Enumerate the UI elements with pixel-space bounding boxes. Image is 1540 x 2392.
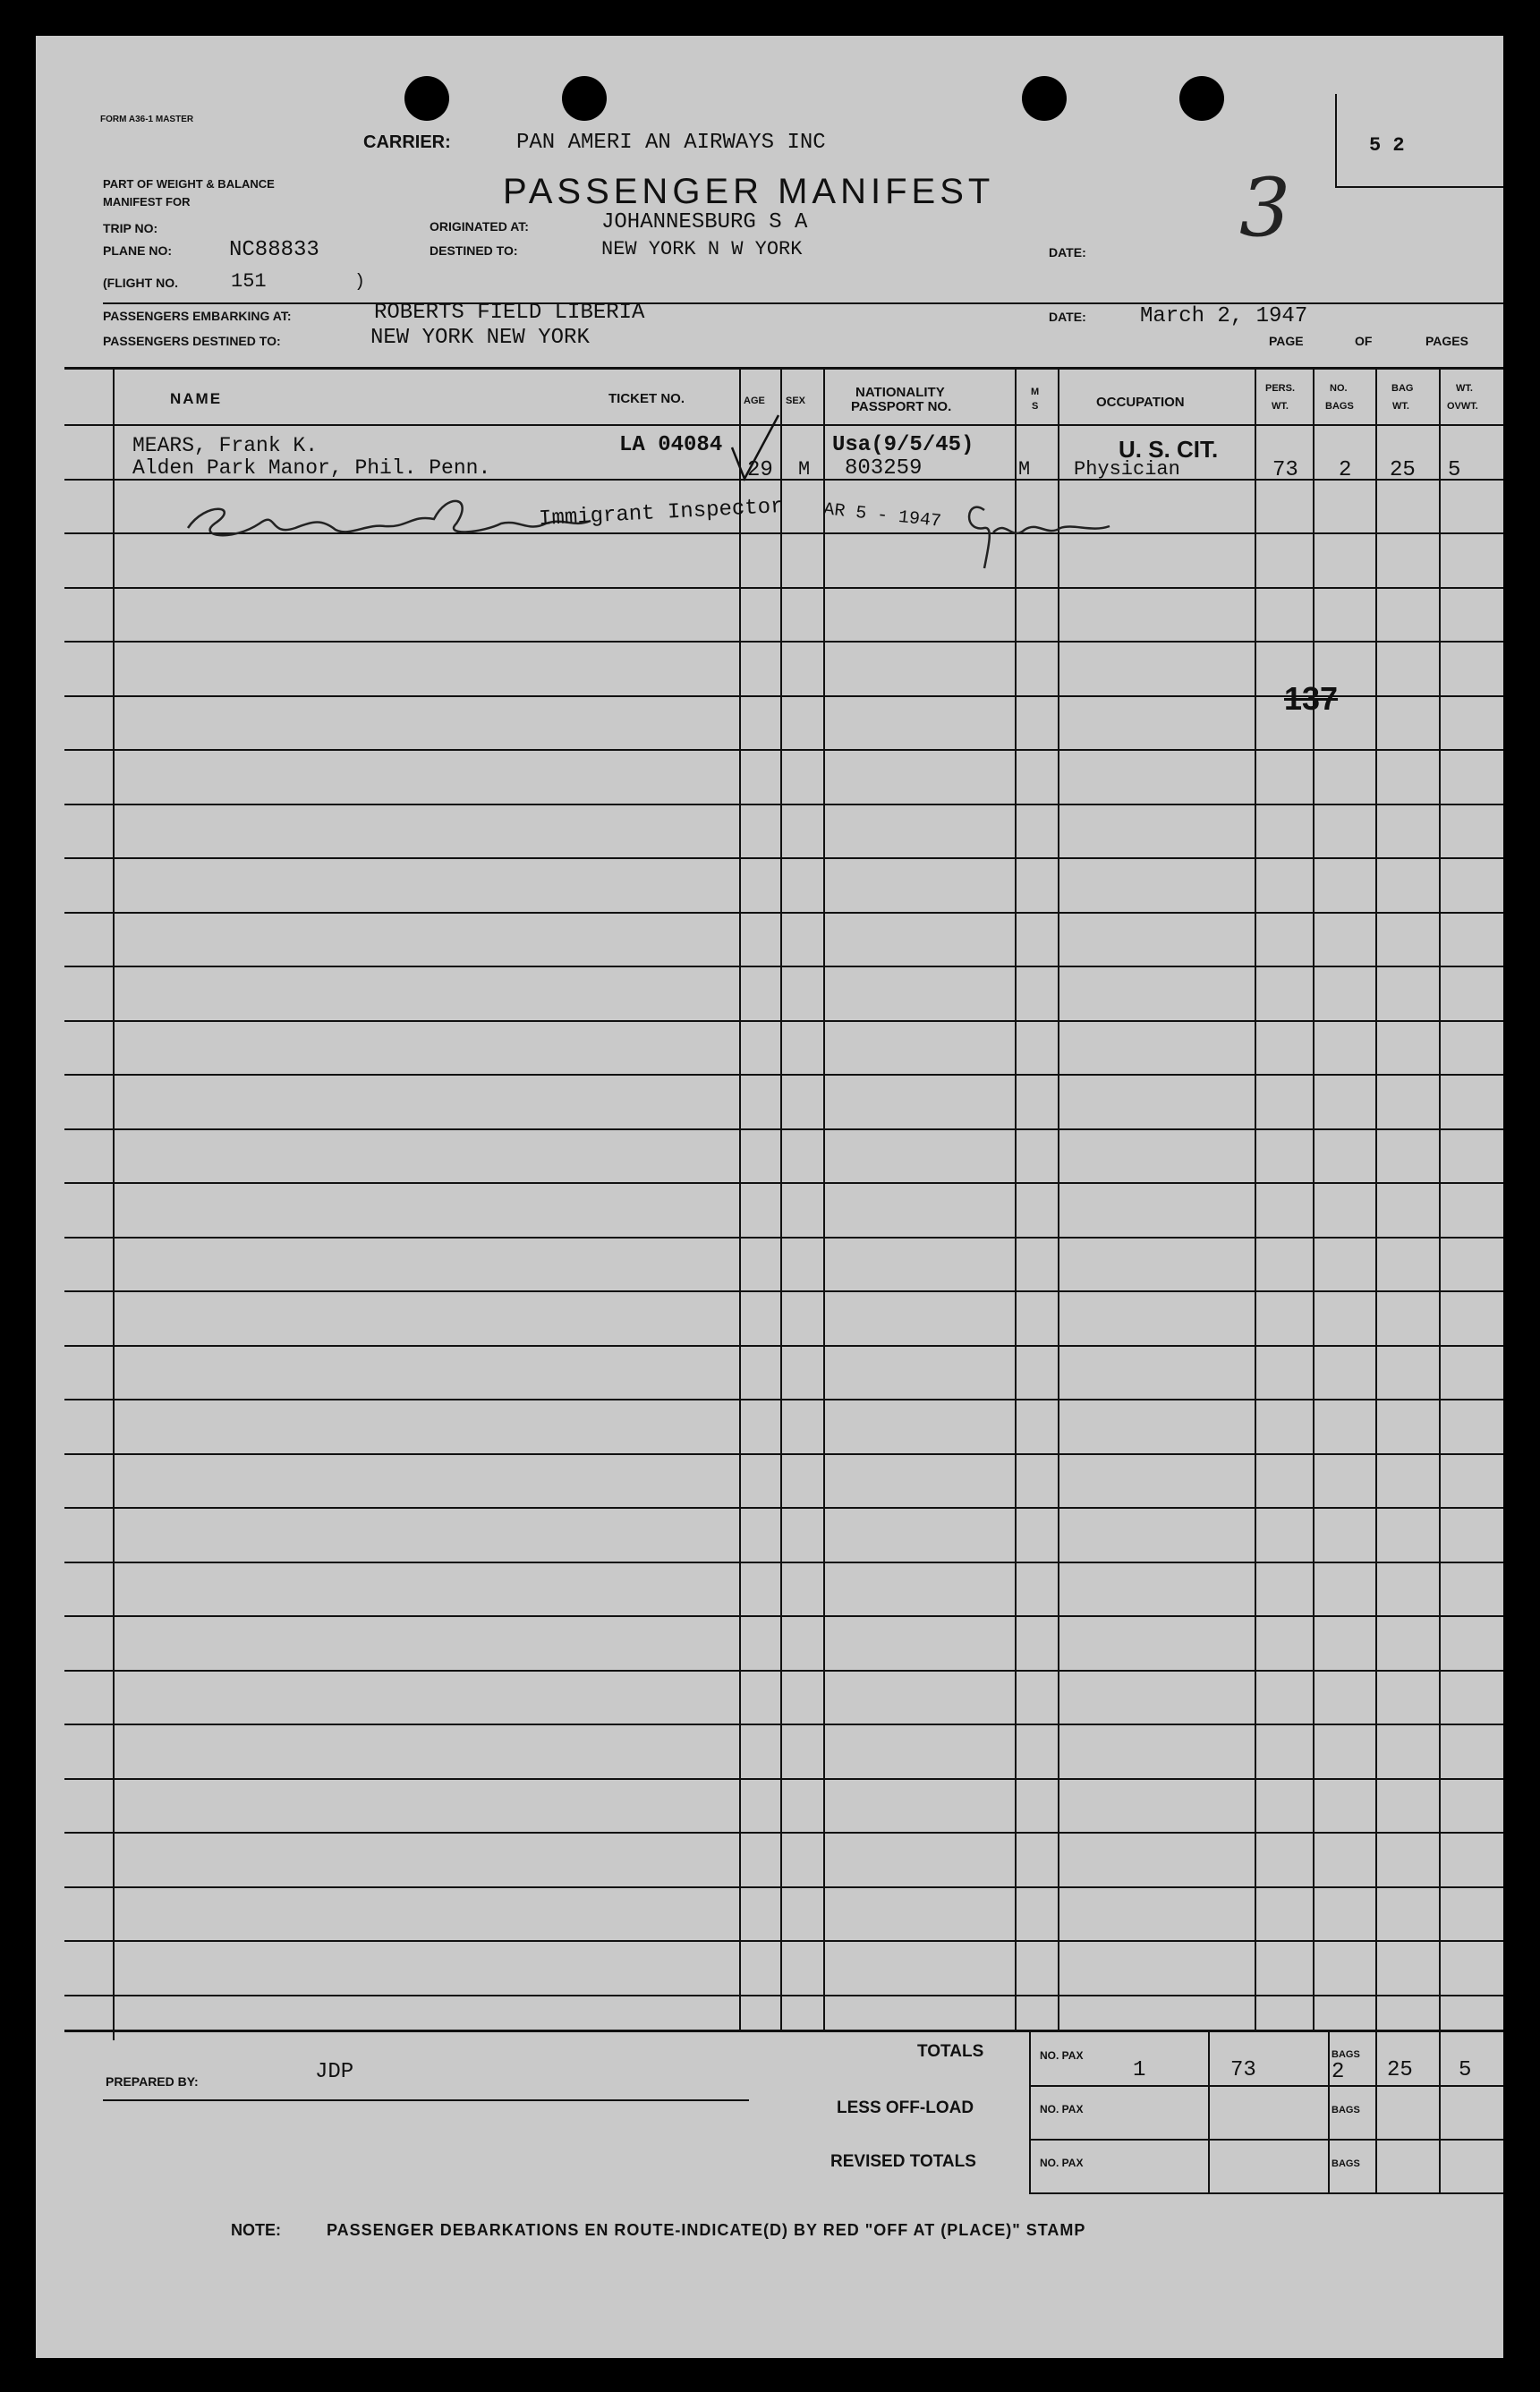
date-label: DATE: bbox=[1049, 310, 1086, 324]
of-label: OF bbox=[1355, 334, 1373, 348]
row-rule bbox=[64, 587, 1503, 589]
embarking-value: ROBERTS FIELD LIBERIA bbox=[374, 301, 645, 325]
destined-value: NEW YORK N W YORK bbox=[601, 238, 803, 260]
col-divider-nationality bbox=[823, 367, 825, 2031]
flight-label: (FLIGHT NO. bbox=[103, 276, 178, 290]
col-divider-ms bbox=[1015, 367, 1017, 2031]
col-header-no: NO. bbox=[1330, 383, 1348, 394]
row-rule bbox=[64, 1670, 1503, 1672]
row-rule bbox=[64, 1562, 1503, 1563]
page-title: PASSENGER MANIFEST bbox=[503, 172, 995, 211]
row-rule bbox=[64, 1615, 1503, 1617]
col-divider-bag-wt bbox=[1375, 367, 1377, 2031]
initials-mark bbox=[957, 492, 1119, 573]
page-box-number: 5 2 bbox=[1369, 134, 1405, 157]
row-rule bbox=[64, 1832, 1503, 1834]
prepared-by-label: PREPARED BY: bbox=[106, 2074, 199, 2089]
carrier-label: CARRIER: bbox=[363, 132, 451, 152]
passenger-occupation: Physician bbox=[1074, 458, 1180, 481]
col-header-age: AGE bbox=[744, 396, 765, 406]
totals-wt-value: 73 bbox=[1230, 2058, 1256, 2082]
offload-no-pax-label: NO. PAX bbox=[1040, 2103, 1084, 2115]
row-rule bbox=[64, 1940, 1503, 1942]
totals-bags-value: 2 bbox=[1332, 2060, 1345, 2084]
passenger-ovwt: 5 bbox=[1448, 458, 1461, 482]
form-number: FORM A36-1 MASTER bbox=[100, 115, 194, 124]
plane-label: PLANE NO: bbox=[103, 243, 172, 258]
row-rule bbox=[64, 1453, 1503, 1455]
page-label: PAGE bbox=[1269, 334, 1304, 348]
col-divider-sex bbox=[780, 367, 782, 2031]
passenger-age: 29 bbox=[747, 458, 773, 482]
punch-hole bbox=[404, 76, 449, 121]
revised-totals-label: REVISED TOTALS bbox=[830, 2152, 976, 2171]
passenger-ms: M bbox=[1018, 458, 1031, 481]
col-header-pers-wt: WT. bbox=[1272, 401, 1289, 412]
row-rule bbox=[64, 1724, 1503, 1725]
totals-label: TOTALS bbox=[917, 2042, 984, 2061]
date-value: March 2, 1947 bbox=[1140, 304, 1308, 328]
col-header-name: NAME bbox=[170, 390, 223, 407]
handwritten-page-number: 3 bbox=[1239, 161, 1291, 255]
row-rule bbox=[64, 1128, 1503, 1130]
row-rule bbox=[64, 1399, 1503, 1400]
revised-row-rule bbox=[1029, 2192, 1503, 2194]
occupation-stamp: U. S. CIT. bbox=[1119, 436, 1219, 463]
totals-grid-bags bbox=[1328, 2031, 1330, 2194]
offload-bags-label: BAGS bbox=[1332, 2105, 1360, 2115]
pages-label: PAGES bbox=[1425, 334, 1468, 348]
stamp-date: AR 5 - 1947 bbox=[822, 499, 942, 532]
passenger-pers-wt: 73 bbox=[1272, 458, 1298, 482]
row-rule bbox=[64, 641, 1503, 643]
manifest-for-label: MANIFEST FOR bbox=[103, 195, 191, 209]
page-box-left bbox=[1335, 94, 1337, 188]
punch-hole bbox=[1022, 76, 1067, 121]
totals-grid-ovwt bbox=[1439, 2031, 1441, 2194]
row-rule bbox=[64, 857, 1503, 859]
less-offload-label: LESS OFF-LOAD bbox=[837, 2098, 974, 2117]
inspector-stamp: Immigrant Inspector bbox=[538, 494, 785, 532]
col-header-nationality: NATIONALITY bbox=[855, 385, 945, 400]
col-divider-occupation bbox=[1058, 367, 1059, 2031]
flight-close: ) bbox=[354, 272, 366, 293]
originated-value: JOHANNESBURG S A bbox=[601, 210, 808, 234]
passenger-sex: M bbox=[798, 458, 811, 481]
part-of-label: PART OF WEIGHT & BALANCE bbox=[103, 177, 275, 191]
row-rule bbox=[64, 1886, 1503, 1888]
revised-no-pax-label: NO. PAX bbox=[1040, 2157, 1084, 2169]
passenger-passport: 803259 bbox=[845, 456, 923, 481]
row-rule bbox=[64, 1507, 1503, 1509]
date-label-top: DATE: bbox=[1049, 245, 1086, 260]
totals-grid-bag-wt bbox=[1375, 2031, 1377, 2194]
manifest-sheet bbox=[36, 36, 1503, 2358]
totals-row-rule bbox=[1029, 2085, 1503, 2087]
table-left-border bbox=[113, 367, 115, 2040]
col-header-bag: BAG bbox=[1391, 383, 1414, 394]
col-header-ms-m: M bbox=[1031, 387, 1040, 397]
check-mark bbox=[725, 412, 787, 483]
totals-grid-left bbox=[1029, 2031, 1031, 2194]
passenger-ticket: LA 04084 bbox=[619, 433, 723, 457]
originated-label: ORIGINATED AT: bbox=[430, 219, 529, 234]
totals-bags-label: BAGS bbox=[1332, 2049, 1360, 2060]
note-label: NOTE: bbox=[231, 2221, 281, 2239]
row-rule bbox=[64, 966, 1503, 967]
col-header-occupation: OCCUPATION bbox=[1096, 395, 1185, 410]
destined-passengers-value: NEW YORK NEW YORK bbox=[370, 326, 590, 350]
col-divider-no-bags bbox=[1313, 367, 1315, 2031]
row-rule bbox=[64, 1182, 1503, 1184]
col-divider-pers-wt bbox=[1255, 367, 1256, 2031]
prepared-by-line bbox=[103, 2099, 749, 2101]
row-rule bbox=[64, 1290, 1503, 1292]
totals-bag-wt-value: 25 bbox=[1387, 2058, 1413, 2082]
col-header-ticket: TICKET NO. bbox=[608, 391, 685, 406]
note-text: PASSENGER DEBARKATIONS EN ROUTE-INDICATE(D) BY RED "OFF AT (PLACE)" STAMP bbox=[327, 2221, 1086, 2239]
row-rule bbox=[64, 804, 1503, 805]
col-header-ms-s: S bbox=[1032, 401, 1039, 412]
punch-hole bbox=[1179, 76, 1224, 121]
passenger-nationality: Usa(9/5/45) bbox=[832, 433, 974, 457]
col-header-wt: WT. bbox=[1456, 383, 1473, 394]
row-rule bbox=[64, 912, 1503, 914]
number-stamp: 137 bbox=[1284, 680, 1339, 717]
page-box-bottom bbox=[1335, 186, 1503, 188]
table-top-rule bbox=[64, 367, 1503, 370]
inspector-signature bbox=[179, 483, 600, 555]
col-header-pers: PERS. bbox=[1265, 383, 1296, 394]
offload-row-rule bbox=[1029, 2139, 1503, 2141]
passenger-name: MEARS, Frank K. bbox=[132, 434, 319, 457]
totals-no-pax-label: NO. PAX bbox=[1040, 2049, 1084, 2062]
destined-label: DESTINED TO: bbox=[430, 243, 518, 258]
totals-ovwt-value: 5 bbox=[1459, 2058, 1472, 2082]
flight-value: 151 bbox=[231, 270, 267, 293]
punch-hole bbox=[562, 76, 607, 121]
carrier-value: PAN AMERI AN AIRWAYS INC bbox=[516, 131, 826, 155]
passenger-bag-wt: 25 bbox=[1390, 458, 1416, 482]
totals-pax-value: 1 bbox=[1133, 2058, 1146, 2082]
col-header-bag-wt: WT. bbox=[1392, 401, 1409, 412]
row-rule bbox=[64, 1237, 1503, 1239]
col-divider-age bbox=[739, 367, 741, 2031]
revised-bags-label: BAGS bbox=[1332, 2158, 1360, 2169]
row-rule bbox=[64, 1345, 1503, 1347]
row-rule bbox=[64, 1778, 1503, 1780]
col-header-passport: PASSPORT NO. bbox=[851, 399, 952, 414]
row-rule bbox=[64, 1020, 1503, 1022]
totals-grid-pax bbox=[1208, 2031, 1210, 2194]
row-rule bbox=[64, 1074, 1503, 1076]
col-header-bags: BAGS bbox=[1325, 401, 1354, 412]
col-header-sex: SEX bbox=[786, 396, 806, 406]
table-bottom-rule bbox=[64, 2030, 1503, 2032]
row-rule bbox=[64, 1995, 1503, 1996]
col-header-ovwt: OVWT. bbox=[1447, 401, 1478, 412]
prepared-by-value: JDP bbox=[315, 2060, 354, 2084]
destined-passengers-label: PASSENGERS DESTINED TO: bbox=[103, 334, 281, 348]
passenger-address: Alden Park Manor, Phil. Penn. bbox=[132, 456, 491, 480]
trip-label: TRIP NO: bbox=[103, 221, 158, 235]
col-divider-ovwt bbox=[1439, 367, 1441, 2031]
row-rule bbox=[64, 749, 1503, 751]
embarking-label: PASSENGERS EMBARKING AT: bbox=[103, 309, 292, 323]
passenger-no-bags: 2 bbox=[1339, 458, 1352, 482]
plane-value: NC88833 bbox=[229, 238, 319, 262]
